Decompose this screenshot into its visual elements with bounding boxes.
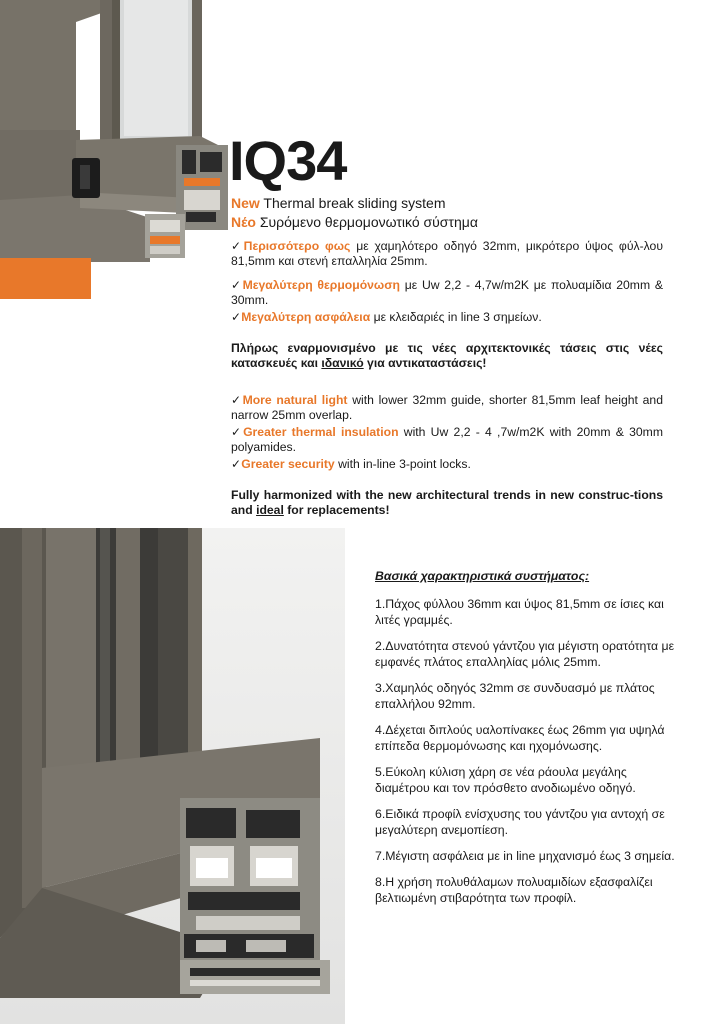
english-point [231, 425, 663, 455]
english-point [231, 393, 663, 423]
point-text: με χαμηλότερο οδηγό 32mm, μικρότερο ύψος φύλ-λου 81,5mm και στενή επαλληλία 25mm. [231, 239, 663, 268]
greek-statement: Πλήρως εναρμονισμένο με τις νέες αρχιτεκτονικές τάσεις στις νέες κατασκευές και ιδανικό για αντικαταστάσεις! [231, 341, 663, 370]
feature-item: 4.Δέχεται διπλούς υαλοπίνακες έως 26mm για υψηλά επίπεδα θερμομόνωσης και ηχομόνωσης. [375, 723, 665, 753]
point-text: with Uw 2,2 - 4 ,7w/m2K with 20mm & 30mm polyamides. [231, 425, 663, 454]
subtitle-gr-text: Συρόμενο θερμομονωτικό σύστημα [255, 214, 478, 230]
greek-points [231, 239, 663, 325]
point-highlight: Greater thermal insulation [243, 425, 399, 439]
features-heading: Βασικά χαρακτηριστικά συστήματος: [375, 569, 590, 583]
subtitle-en-accent: New [231, 195, 260, 211]
point-highlight: Περισσότερο φως [243, 239, 351, 253]
check-icon: ✓ [231, 310, 242, 324]
check-icon: ✓ [231, 393, 243, 407]
english-points [231, 393, 663, 472]
feature-item: 6.Ειδικά προφίλ ενίσχυσης του γάντζου για αντοχή σε μεγαλύτερη ανεμοπίεση. [375, 807, 665, 837]
bottom-profile-image [0, 528, 345, 1024]
underlined-word: ιδανικό [321, 356, 364, 370]
english-point [231, 457, 663, 472]
subtitle-gr-accent: Νέο [231, 214, 256, 230]
point-highlight: More natural light [242, 393, 348, 407]
top-profile-image [0, 0, 228, 262]
product-subtitle [231, 194, 478, 232]
english-statement: Fully harmonized with the new architectural trends in new construc-tions and ideal for replacements! [231, 488, 663, 517]
point-text: with lower 32mm guide, shorter 81,5mm leaf height and narrow 25mm overlap. [231, 393, 663, 422]
check-icon: ✓ [231, 278, 243, 292]
feature-item: 8.Η χρήση πολυθάλαμων πολυαμιδίων εξασφαλίζει βελτιωμένη στιβαρότητα των προφίλ. [375, 875, 653, 905]
check-icon: ✓ [231, 239, 244, 253]
subtitle-en-text: Thermal break sliding system [259, 195, 446, 211]
product-title: IQ34 [229, 129, 347, 192]
greek-point [231, 278, 663, 308]
underlined-word: ideal [256, 503, 284, 517]
point-highlight: Greater security [241, 457, 335, 471]
greek-point [231, 239, 663, 269]
feature-item: 5.Εύκολη κύλιση χάρη σε νέα ράουλα μεγάλης διαμέτρου και τον πρόσθετο ανοδιωμένο οδηγό. [375, 765, 636, 795]
feature-item: 2.Δυνατότητα στενού γάντζου για μέγιστη ορατότητα με εμφανές πλάτος επαλληλίας μόλις 25mm. [375, 639, 675, 669]
greek-point [231, 310, 663, 325]
check-icon: ✓ [231, 457, 242, 471]
feature-item: 7.Μέγιστη ασφάλεια με in line μηχανισμό έως 3 σημεία. [375, 849, 675, 863]
point-text: with in-line 3-point locks. [334, 457, 471, 471]
check-icon: ✓ [231, 425, 244, 439]
features-list [375, 568, 675, 916]
point-highlight: Μεγαλύτερη θερμομόνωση [242, 278, 400, 292]
accent-bar [0, 258, 91, 299]
feature-item: 3.Χαμηλός οδηγός 32mm σε συνδυασμό με πλάτος επαλλήλου 92mm. [375, 681, 655, 711]
point-highlight: Μεγαλύτερη ασφάλεια [241, 310, 371, 324]
point-text: με Uw 2,2 - 4,7w/m2K με πολυαμίδια 20mm & 30mm. [231, 278, 663, 307]
point-text: με κλειδαριές in line 3 σημείων. [370, 310, 542, 324]
feature-item: 1.Πάχος φύλλου 36mm και ύψος 81,5mm σε ίσιες και λιτές γραμμές. [375, 597, 664, 627]
